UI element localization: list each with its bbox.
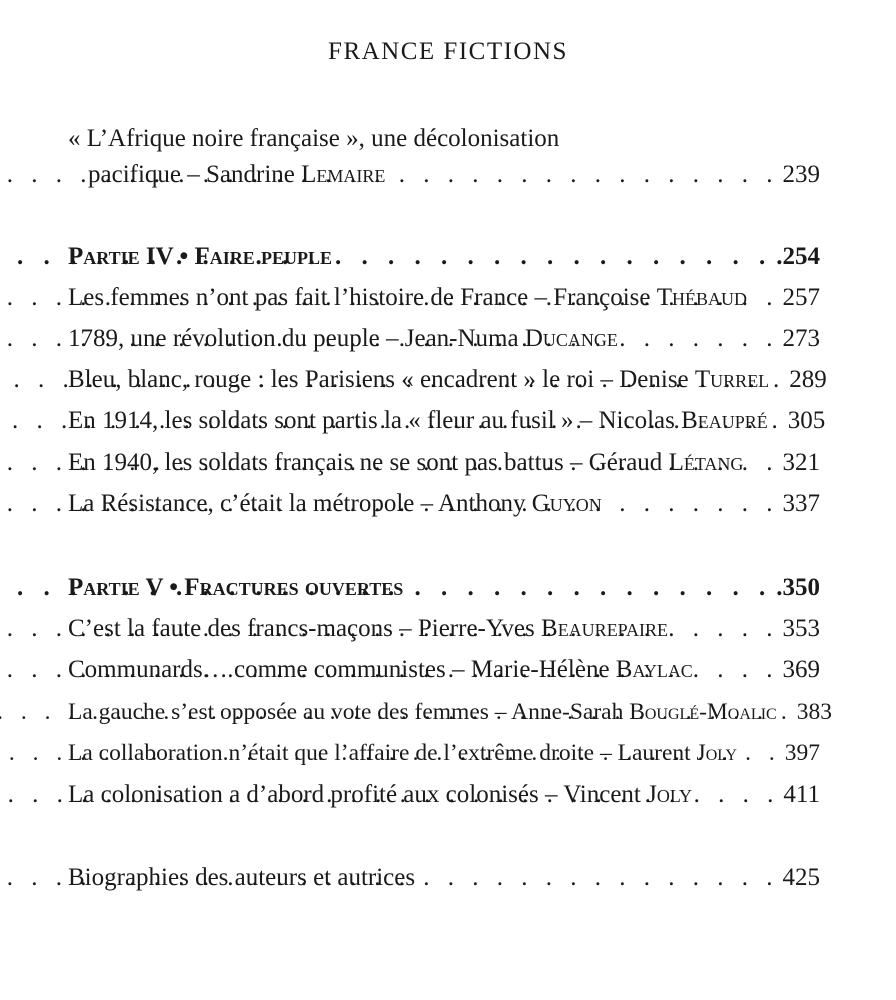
- leader-dots: [403, 571, 776, 605]
- toc-entry-title: Biographies des auteurs et autrices: [68, 864, 416, 891]
- toc-entry-title: Bleu, blanc, rouge : les Parisiens « encadrent » le roi – Denise Turrel: [68, 366, 770, 393]
- part-heading-page: .350: [776, 574, 820, 601]
- toc-entry-page: 383: [796, 699, 832, 725]
- toc-entry-author: Beaupré: [681, 407, 768, 434]
- toc-entry-title: 1789, une révolution du peuple – Jean-Numa Ducange: [68, 325, 618, 352]
- toc-entry-title: En 1940, les soldats français ne se sont pas battus – Géraud Létang: [68, 449, 744, 476]
- toc-entry-title: Les femmes n’ont pas fait l’histoire de France – Françoise Thébaud: [68, 284, 747, 311]
- toc-entry-page: 257: [782, 284, 820, 311]
- leader-dots: [768, 404, 788, 438]
- toc-entry-author: Ducange: [524, 325, 618, 352]
- toc-entry-page: 397: [784, 740, 820, 766]
- part-heading-page: .254: [776, 243, 820, 270]
- toc-entry-author: Baylac: [615, 656, 693, 683]
- toc-entry: [68, 736, 820, 770]
- toc-entry-page: 369: [782, 656, 820, 683]
- leader-dots: [602, 487, 783, 521]
- leader-dots: [769, 363, 789, 397]
- toc-entry-title: « L’Afrique noire française », une décolonisation: [68, 125, 560, 152]
- toc-entry-title: La Résistance, c’était la métropole – Anthony Guyon: [68, 490, 602, 517]
- toc-entry-page: 305: [787, 407, 826, 434]
- toc-entry-title: La colonisation a d’abord profité aux colonisés – Vincent Joly: [68, 781, 693, 808]
- leader-dots: [777, 695, 797, 729]
- toc-entry-line: [68, 122, 820, 156]
- leader-dots: [692, 778, 783, 812]
- toc-entry-page: 289: [789, 366, 827, 393]
- leader-dots: [743, 446, 782, 480]
- toc-entry-page: 321: [782, 449, 820, 476]
- toc-entry-author: Lemaire: [301, 161, 386, 188]
- toc-entry-author: Létang: [668, 449, 744, 476]
- toc-entry-author: Joly: [647, 781, 693, 808]
- toc-entry: [68, 653, 820, 687]
- toc-entry-author: Bouglé-Moalic: [629, 699, 777, 725]
- leader-dots: [693, 653, 783, 687]
- toc-entry: [68, 322, 820, 356]
- toc-entry: [68, 281, 820, 315]
- toc-entry: [68, 487, 820, 521]
- leader-dots: [332, 240, 776, 274]
- part-heading: [68, 571, 820, 605]
- running-head: FRANCE FICTIONS: [328, 38, 568, 65]
- part-heading: [68, 240, 820, 274]
- toc-entry: [68, 695, 832, 729]
- toc-entry-title: pacifique – Sandrine Lemaire: [88, 161, 386, 188]
- toc-entry-title: La gauche s’est opposée au vote des femmes – Anne-Sarah Bouglé-Moalic: [68, 699, 777, 725]
- leader-dots: [737, 736, 785, 770]
- toc-entry-title: En 1914, les soldats sont partis la « fleur au fusil » – Nicolas Beaupré: [68, 407, 768, 434]
- toc-entry-author: Turrel: [694, 366, 770, 393]
- leader-dots: [385, 158, 782, 192]
- toc-entry-author: Guyon: [531, 490, 602, 517]
- toc-entry: [68, 861, 820, 895]
- toc-entry-page: 425: [782, 864, 820, 891]
- toc-entry-author: Joly: [696, 740, 737, 766]
- toc-entry: [68, 363, 827, 397]
- toc-entry-page: 239: [782, 161, 820, 188]
- toc-entry: [68, 612, 820, 646]
- toc-entry-page: 273: [782, 325, 820, 352]
- toc-entry: [68, 404, 826, 438]
- toc-entry-title: Communards… comme communistes – Marie-Hélène Baylac: [68, 656, 693, 683]
- part-heading-label: Partie IV • Faire peuple: [68, 243, 333, 270]
- toc-entry-title: La collaboration n’était que l’affaire de l’extrême droite – Laurent Joly: [68, 740, 737, 766]
- part-heading-label: Partie V • Fractures ouvertes: [68, 574, 404, 601]
- toc-entry-page: 337: [782, 490, 820, 517]
- leader-dots: [668, 612, 782, 646]
- toc-entry: [68, 778, 820, 812]
- toc-entry: [68, 158, 820, 192]
- toc-entry-page: 411: [783, 781, 820, 808]
- toc-entry-author: Beaurepaire: [541, 615, 669, 642]
- toc-entry-title: C’est la faute des francs-maçons – Pierre-Yves Beaurepaire: [68, 615, 669, 642]
- toc-entry-page: 353: [782, 615, 820, 642]
- leader-dots: [415, 861, 782, 895]
- leader-dots: [747, 281, 783, 315]
- toc-entry-author: Thébaud: [656, 284, 747, 311]
- leader-dots: [618, 322, 783, 356]
- toc-entry: [68, 446, 820, 480]
